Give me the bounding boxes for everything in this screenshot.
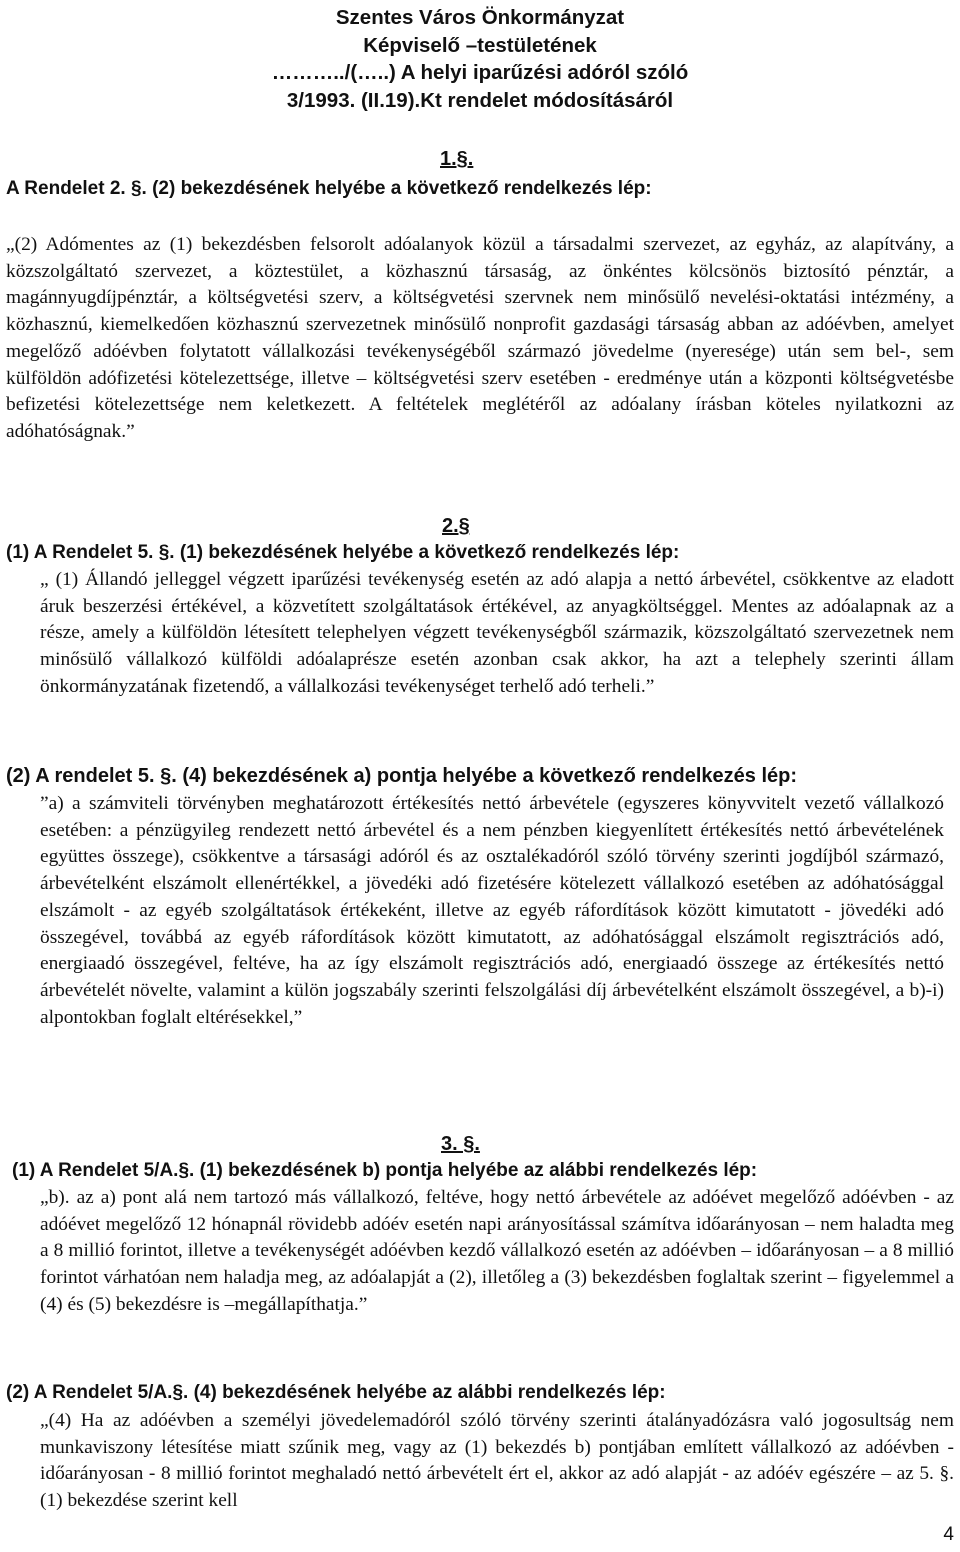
section-1-text: „(2) Adómentes az (1) bekezdésben felsorolt adóalanyok közül a társadalmi szervezet, az egyház, az alapítvány, a közszolgáltató szervezet, a köztestület, a közhasznú társaság, az önkéntes kölcsönös biztosító pénztár, a magánnyugdíjpénztár, a költségvetési szerv, a költségvetési szervnek nem minősülő nevelési-oktatási intézmény, a közhasznú, kiemelkedően közhasznú szervezetnek minősülő nonprofit gazdasági társaság abban az adóévben, amelyet megelőző adóévben folytatott vállalkozási tevékenységéből származó jövedelme (nyeresége) után sem bel-, sem külföldön adófizetési kötelezettsége, illetve – költségvetési szerv esetében - eredménye után a központi költségvetésbe befizetési kötelezettsége nem keletkezett. A feltételek meglétéről az adóalany írásban köteles nyilatkozni az adóhatóságnak.” (6, 234, 954, 442)
header-line-4: 3/1993. (II.19).Kt rendelet módosításáról (286, 88, 674, 112)
section-3-heading-2: (2) A Rendelet 5/A.§. (4) bekezdésének helyébe az alábbi rendelkezés lép: (6, 1382, 666, 1403)
section-3-heading-1: (1) A Rendelet 5/A.§. (1) bekezdésének b) pontja helyébe az alábbi rendelkezés lép: (12, 1160, 758, 1181)
section-2-text-2: ”a) a számviteli törvényben meghatározott értékesítés nettó árbevétele (egyszeres könyvvitelt vezető vállalkozó esetében: a pénzügyileg rendezett nettó árbevétel és a nem pénzben kiegyenlített értékesítés nettó árbevételének együttes összege), csökkentve a társasági adóról és az osztalékadóról szóló törvény szerinti jogdíjból származó, árbevételként elszámolt ellenértékkel, a jövedéki adó fizetésére kötelezett vállalkozó esetében az adóhatósággal elszámolt - az egyéb szolgáltatások értékeként, illetve az egyéb ráfordítások között kimutatott - jövedéki adó összegével, továbbá az egyéb ráfordítások között kimutatott, az adóhatósággal elszámolt regisztrációs adó, energiaadó összegével, feltéve, ha az így elszámolt regisztrációs adó, energiaadó összege az értékesítés nettó árbevételét növelte, valamint a külön jogszabály szerinti felszolgálási díj árbevételként elszámolt összegével, a b)-i) alpontokban foglalt eltérésekkel,” (40, 793, 944, 1028)
header-line-1: Szentes Város Önkormányzat (335, 6, 625, 29)
document-header (0, 4, 960, 114)
section-2-heading-1: (1) A Rendelet 5. §. (1) bekezdésének helyébe a következő rendelkezés lép: (6, 542, 680, 563)
section-3-number: 3. §. (441, 1133, 480, 1155)
section-2-number: 2.§ (442, 515, 470, 537)
section-3-text-1: „b). az a) pont alá nem tartozó más vállalkozó, feltéve, hogy nettó árbevétele az adóévet megelőző adóévben - az adóévet megelőző 12 hónapnál rövidebb adóév esetén napi arányosítással számítva időarányosan – nem haladta meg a 8 millió forintot, illetve a tevékenységét adóévben kezdő vállalkozó esetén az adóévben – időarányosan – a 8 millió forintot várhatóan nem haladja meg, az adóalapját a (2), illetőleg a (3) bekezdésben foglaltak szerint – figyelemmel a (4) és (5) bekezdésre is –megállapíthatja.” (40, 1187, 954, 1315)
section-2-heading-2: (2) A rendelet 5. §. (4) bekezdésének a) pontja helyébe a következő rendelkezés lép: (6, 765, 798, 787)
header-line-3: ………../(…..) A helyi iparűzési adóról szóló (271, 61, 689, 84)
section-2-text-1: „ (1) Állandó jelleggel végzett iparűzési tevékenység esetén az adó alapja a nettó árbevétel, csökkentve az eladott áruk beszerzési értékével, a közvetített szolgáltatások értékével, az anyagköltséggel. Mentes az adóalapnak az a része, amely a külföldön létesített telephelyen végzett tevékenységből származik, közszolgáltató szervezetnek nem minősülő vállalkozó külföldi adóalaprésze esetén azonban csak akkor, ha azt a telephely szerinti állam önkormányzatának fizetendő, a vállalkozási tevékenységet terhelő adó terheli.” (40, 569, 954, 697)
page-number: 4 (943, 1524, 954, 1545)
section-1-number: 1.§. (440, 148, 474, 170)
section-1-heading: A Rendelet 2. §. (2) bekezdésének helyébe a következő rendelkezés lép: (6, 178, 652, 199)
header-line-2: Képviselő –testületének (363, 33, 597, 57)
section-3-text-2: „(4) Ha az adóévben a személyi jövedelemadóról szóló törvény szerinti átalányadózásra való jogosultság nem munkaviszony létesítése miatt szűnik meg, vagy az (1) bekezdés b) pontjában említett vállalkozó az adóévben - időarányosan - 8 millió forintot meghaladó nettó árbevételt ért el, akkor az adó alapját - az adóév egészére – az 5. §. (1) bekezdése szerint kell (40, 1410, 954, 1512)
